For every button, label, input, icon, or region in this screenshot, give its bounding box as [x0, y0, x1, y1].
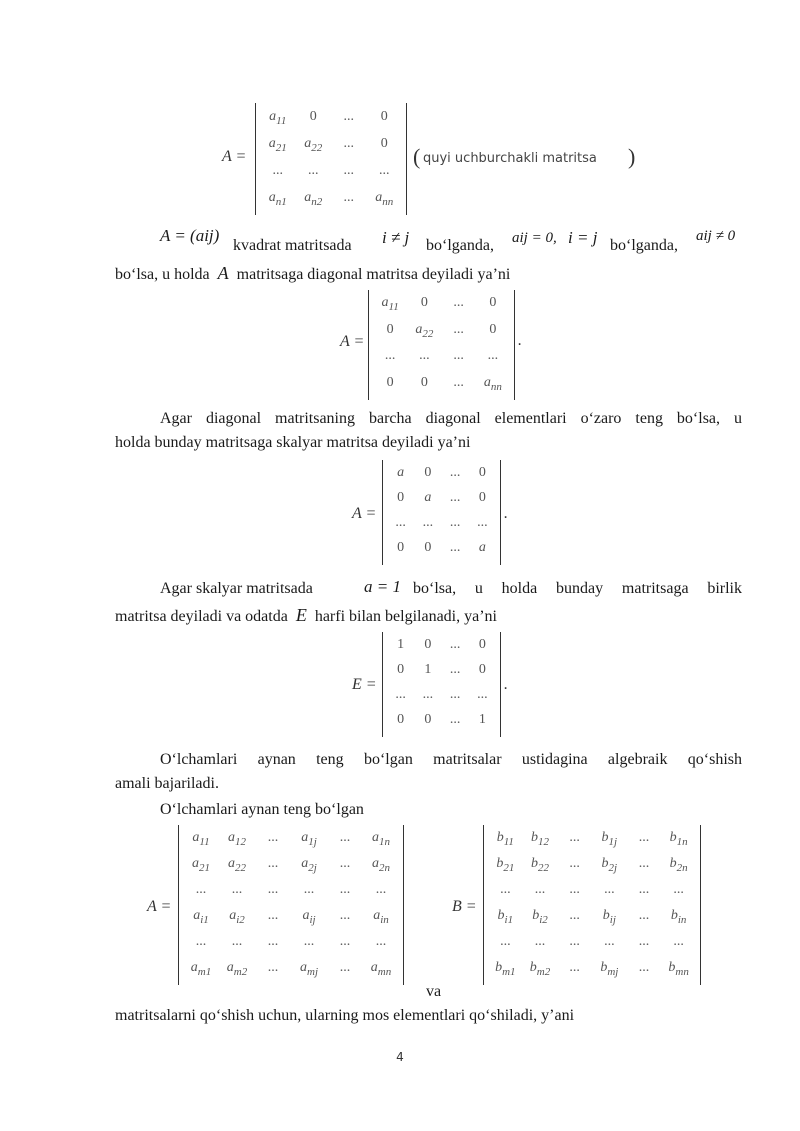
matrix-cell: ... — [231, 934, 243, 949]
matrix-cell: ... — [449, 661, 461, 677]
matrix-cell: ... — [569, 934, 580, 949]
matrix-cell: $a_{12}$ — [228, 830, 246, 848]
matrix-cell: ... — [638, 934, 650, 949]
matrix-cell: $a_{22}$ — [304, 135, 323, 154]
matrix-cell: ... — [449, 515, 461, 531]
matrix-cell: $a_{2j}$ — [301, 856, 317, 874]
matrix-cell: ... — [267, 934, 279, 949]
matrix-scalar-lhs: A = — [352, 505, 377, 522]
matrix-cell: $a_{21}$ — [268, 135, 287, 154]
matrix-cell: $a_{in}$ — [373, 908, 389, 926]
matrix-cell: $b_{1n}$ — [669, 830, 688, 848]
matrix-cell: 0 — [478, 636, 486, 652]
matrix-cell: ... — [477, 687, 488, 703]
para4-line2: amali bajariladi. — [115, 775, 219, 792]
para1-line1 — [160, 226, 750, 256]
matrix-cell: ... — [195, 934, 207, 949]
expr-a: A — [217, 263, 229, 283]
matrix-cell: ... — [638, 830, 650, 845]
matrix-cell: ... — [267, 882, 279, 897]
matrix-cell: $a_{11}$ — [192, 830, 210, 848]
matrix-cell: 0 — [397, 712, 405, 728]
matrix-cell: 1 — [478, 712, 486, 728]
matrix-cell: ... — [569, 960, 580, 975]
matrix-cell: 0 — [424, 540, 432, 556]
page-number: 4 — [396, 1050, 404, 1064]
para3-line1 — [160, 577, 742, 603]
matrix-cell: $b_{ij}$ — [602, 908, 616, 926]
matrix-identity-lhs: E = — [352, 676, 377, 693]
expr-aij-eq-0: aij = 0, — [512, 230, 557, 246]
matrix-cell: $b_{i2}$ — [532, 908, 548, 926]
matrix-cell: $a_{mj}$ — [300, 960, 318, 978]
matrix-cell: ... — [569, 882, 580, 897]
matrix-cell: ... — [453, 321, 464, 337]
matrix-cell: $b_{12}$ — [530, 830, 549, 848]
matrix-cell: $b_{in}$ — [670, 908, 687, 926]
matrix-cell: $b_{mj}$ — [600, 960, 619, 978]
matrix-cell: ... — [500, 882, 511, 897]
matrix-cell: ... — [267, 830, 279, 845]
matrix-cell: ... — [267, 960, 279, 975]
matrix-cell: $a_{2n}$ — [372, 856, 390, 874]
matrix-cell: $a_{1j}$ — [301, 830, 317, 848]
matrix-cell: ... — [195, 882, 207, 897]
matrix-cell: 0 — [397, 489, 405, 505]
matrix-diagonal — [368, 290, 515, 400]
matrix-cell: $b_{m2}$ — [529, 960, 551, 978]
expr-aij-neq-0: aij ≠ 0 — [696, 228, 736, 244]
expr-i-neq-j: i ≠ j — [382, 228, 410, 247]
matrix-cell: ... — [449, 540, 461, 556]
matrix-cell: ... — [534, 882, 546, 897]
matrix-cell: ... — [534, 934, 546, 949]
matrix-cell: ... — [343, 135, 354, 151]
matrix-cell: ... — [604, 934, 615, 949]
matrix-cell: $a_{21}$ — [192, 856, 210, 874]
matrix-cell: $a_{i2}$ — [229, 908, 245, 926]
matrix-cell: ... — [339, 856, 351, 871]
matrix-cell: ... — [500, 934, 511, 949]
matrix-scalar — [382, 460, 501, 565]
para3-line2 — [115, 605, 497, 627]
matrix-cell: 0 — [478, 661, 486, 677]
matrix-cell: $b_{i1}$ — [497, 908, 514, 926]
matrix-cell: 1 — [424, 661, 432, 677]
matrix-cell: $a_{n1}$ — [268, 189, 287, 208]
matrix-cell: ... — [487, 348, 499, 364]
matrix-cell: ... — [339, 830, 351, 845]
para2-line1: Agar diagonal matritsaning barcha diagonal elementlari o‘zaro teng bo‘lsa, u — [160, 410, 742, 427]
matrix-cell: ... — [339, 934, 351, 949]
matrix-cell: 0 — [309, 108, 317, 124]
matrix-cell: $a_{22}$ — [228, 856, 246, 874]
matrix-cell: $b_{2n}$ — [669, 856, 688, 874]
matrix-cell: ... — [422, 515, 434, 531]
matrix-cell: $a_{nn}$ — [375, 189, 394, 208]
matrix-cell: $b_{11}$ — [496, 830, 514, 848]
matrix-cell: $a_{m2}$ — [226, 960, 248, 978]
matrix-cell: ... — [453, 348, 464, 364]
matrix-cell: ... — [449, 489, 461, 505]
matrix-cell: 0 — [489, 321, 497, 337]
matrix-cell: ... — [449, 464, 461, 480]
matrix-cell: ... — [638, 908, 650, 923]
matrix-cell: ... — [395, 515, 406, 531]
para1-line2b: matritsaga diagonal matritsa deyiladi ya’ni — [236, 266, 511, 283]
matrix-cell: ... — [343, 189, 354, 205]
matrix-cell: 0 — [478, 489, 486, 505]
matrix-cell: ... — [339, 960, 351, 975]
matrix-cell: 0 — [380, 108, 388, 124]
open-paren: ( — [413, 144, 421, 169]
para1-line2 — [115, 263, 510, 285]
matrix-cell: ... — [267, 908, 279, 923]
matrix-cell: ... — [375, 882, 387, 897]
matrix-cell: ... — [477, 515, 488, 531]
para4-line1: O‘lchamlari aynan teng bo‘lgan matritsalar ustidagina algebraik qo‘shish — [160, 751, 742, 768]
matrix-cell: ... — [384, 348, 396, 364]
matrix-cell: 0 — [386, 321, 394, 337]
matrix-cell: 0 — [397, 540, 405, 556]
matrix-lower-lhs: A = — [222, 148, 247, 165]
matrix-cell: a — [478, 540, 486, 556]
matrix-cell: ... — [419, 348, 430, 364]
matrix-cell: ... — [449, 636, 461, 652]
matrix-cell: 0 — [478, 464, 486, 480]
para3-line2a: matritsa deyiladi va odatda — [115, 608, 288, 625]
matrix-cell: 0 — [424, 636, 432, 652]
matrix-identity-tail: . — [504, 676, 508, 693]
matrix-cell: ... — [308, 162, 319, 178]
matrix-cell: ... — [638, 856, 650, 871]
expr-a-eq-aij: A = (aij) — [160, 226, 220, 245]
close-paren: ) — [628, 144, 636, 169]
para3-text2: bo‘lsa, u holda bunday matritsaga birlik — [413, 580, 742, 597]
matrix-lower-note: quyi uchburchakli matritsa — [423, 151, 597, 166]
conj-va: va — [426, 983, 442, 1000]
matrix-cell: ... — [453, 295, 464, 311]
matrix-cell: 0 — [386, 374, 394, 390]
para6-line1: matritsalarni qo‘shish uchun, ularning mos elementlari qo‘shiladi, y’ani — [115, 1007, 575, 1024]
matrix-cell: ... — [449, 712, 461, 728]
matrix-diag-lhs: A = — [340, 333, 365, 350]
matrix-b-lhs: B = — [452, 898, 477, 915]
matrix-cell: ... — [395, 687, 406, 703]
expr-e: E — [295, 605, 307, 625]
matrix-cell: $a_{1n}$ — [372, 830, 390, 848]
matrix-cell: $a_{n2}$ — [304, 189, 323, 208]
para5-line1: O‘lchamlari aynan teng bo‘lgan — [160, 801, 364, 818]
matrix-cell: ... — [638, 882, 650, 897]
matrix-cell: ... — [569, 830, 580, 845]
matrix-cell: $a_{nn}$ — [483, 374, 502, 393]
matrix-cell: ... — [339, 908, 351, 923]
para1-text3: bo‘lganda, — [610, 237, 678, 254]
matrix-cell: 0 — [420, 374, 428, 390]
matrix-cell: ... — [569, 908, 580, 923]
matrix-a — [178, 825, 404, 985]
matrix-scalar-tail: . — [504, 505, 508, 522]
matrix-cell: 0 — [424, 712, 432, 728]
matrix-cell: 1 — [397, 636, 405, 652]
matrix-cell: a — [397, 464, 405, 480]
matrix-cell: ... — [604, 882, 615, 897]
matrix-cell: $a_{mn}$ — [370, 960, 392, 978]
matrix-cell: ... — [379, 162, 390, 178]
matrix-cell: 0 — [424, 464, 432, 480]
matrix-b — [483, 825, 701, 985]
matrix-cell: ... — [638, 960, 650, 975]
matrix-cell: 0 — [380, 135, 388, 151]
para3-line2b: harfi bilan belgilanadi, ya’ni — [314, 608, 497, 625]
matrix-cell: ... — [272, 162, 283, 178]
matrix-cell: ... — [267, 856, 279, 871]
matrix-cell: $a_{i1}$ — [193, 908, 209, 926]
matrix-cell: $a_{ij}$ — [302, 908, 316, 926]
matrix-cell: ... — [453, 374, 464, 390]
matrix-diag-tail: . — [518, 332, 522, 349]
matrix-cell: $a_{22}$ — [415, 321, 434, 340]
matrix-cell: $a_{11}$ — [381, 295, 399, 314]
matrix-cell: ... — [231, 882, 243, 897]
matrix-cell: $b_{1j}$ — [601, 830, 618, 848]
matrix-cell: ... — [673, 882, 684, 897]
matrix-cell: a — [424, 489, 432, 505]
para2-line2: holda bunday matritsaga skalyar matritsa deyiladi ya’ni — [115, 434, 471, 451]
matrix-cell: ... — [343, 108, 354, 124]
para1-line2a: bo‘lsa, u holda — [115, 266, 210, 283]
para1-text2: bo‘lganda, — [426, 237, 494, 254]
matrix-cell: ... — [343, 162, 354, 178]
expr-a-eq-1: a = 1 — [364, 577, 401, 596]
matrix-a-lhs: A = — [147, 898, 172, 915]
matrix-cell: 0 — [420, 295, 428, 311]
matrix-cell: ... — [303, 934, 315, 949]
matrix-cell: ... — [449, 687, 461, 703]
expr-i-eq-j: i = j — [568, 228, 598, 247]
matrix-cell: ... — [375, 934, 387, 949]
para1-text1: kvadrat matritsada — [233, 237, 352, 254]
matrix-lower — [255, 103, 407, 215]
matrix-cell: $b_{2j}$ — [601, 856, 618, 874]
matrix-cell: $b_{m1}$ — [495, 960, 516, 978]
matrix-cell: ... — [339, 882, 351, 897]
matrix-cell: ... — [303, 882, 315, 897]
para3-text1: Agar skalyar matritsada — [160, 580, 313, 597]
matrix-cell: ... — [569, 856, 580, 871]
matrix-cell: $b_{22}$ — [530, 856, 549, 874]
matrix-cell: $a_{11}$ — [269, 108, 287, 127]
matrix-cell: $b_{21}$ — [496, 856, 515, 874]
matrix-cell: ... — [673, 934, 684, 949]
matrix-cell: $b_{mn}$ — [668, 960, 689, 978]
matrix-cell: 0 — [397, 661, 405, 677]
matrix-identity — [382, 632, 501, 737]
matrix-cell: $a_{m1}$ — [190, 960, 212, 978]
matrix-cell: ... — [422, 687, 434, 703]
matrix-cell: 0 — [489, 295, 497, 311]
